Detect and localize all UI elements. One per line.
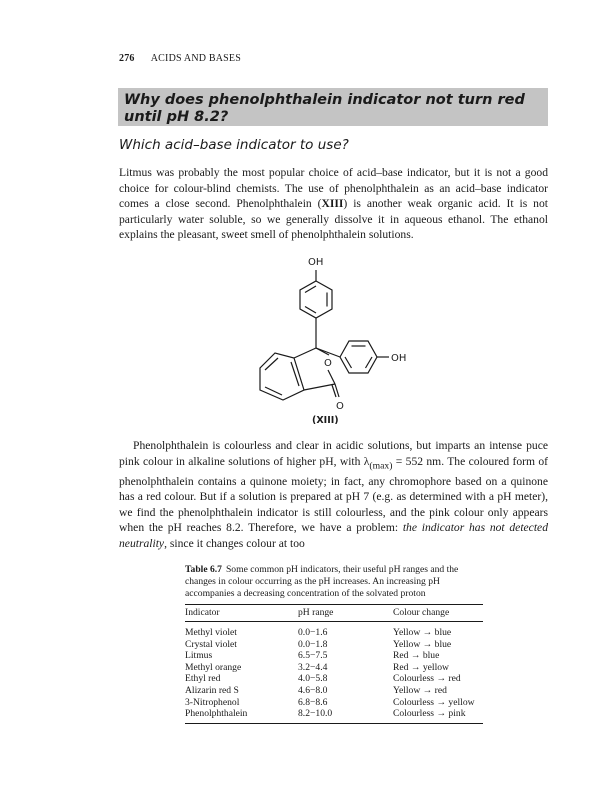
colour-change-cell: Colourless → pink <box>393 708 483 723</box>
indicator-cell: Alizarin red S <box>185 684 239 696</box>
ph-range-cell: 8.2−10.0 <box>298 708 393 723</box>
paragraph-intro: Litmus was probably the most popular choice of acid–base indicator, but it is not a good choice for colour-blind chemists. The use of phenolphthalein as an acid–base indicator comes a close second. Phenolphthalein (XIII) is another weak organic acid. It is not particularly water soluble, so we generally dissolve it in aqueous ethanol. The ethanol explains the pleasant, sweet smell of phenolphthalein solutions. <box>119 166 548 242</box>
colour-change-cell: Yellow → blue <box>393 627 452 638</box>
ph-range-cell: 0.0−1.8 <box>298 638 328 650</box>
benzo-ring <box>260 353 304 400</box>
lambda-subscript: (max) <box>369 459 393 471</box>
atom-label-carbonyl-oxygen: O <box>336 401 344 412</box>
table-header-row <box>185 605 483 622</box>
paragraph-phenolphthalein: Phenolphthalein is colourless and clear in acidic solutions, but imparts an intense puce pink colour in alkaline solutions of higher pH, with $\lambda_{(max)} = 552$ nm. The coloured form of phenolphthalein contains a quinone moiety; in fact, any chromophore based on a quinone has a red colour. But if a solution is prepared at pH 7 (e.g. as determined with a pH meter), we find the phenolphthalein indicator is still colourless, and the pink colour only appears when the pH reaches 8.2. Therefore, we have a problem: the indicator has not detected neutrality, since it changes colour at too <box>119 439 548 550</box>
phenolphthalein-structure <box>250 252 420 424</box>
table-label: Table 6.7 <box>185 564 222 575</box>
colour-change-cell: Colourless → red <box>393 673 461 685</box>
colour-change-cell: Colourless → yellow <box>393 696 475 708</box>
section-title: Why does phenolphthalein indicator not turn red until pH 8.2? <box>118 88 548 126</box>
atom-label-oh-right: OH <box>391 353 407 364</box>
table-row <box>185 673 483 685</box>
indicator-cell: Ethyl red <box>185 673 221 685</box>
compound-label: (XIII) <box>312 415 339 424</box>
colour-change-cell: Yellow → red <box>393 684 447 696</box>
table-row <box>185 708 483 723</box>
indicator-table <box>185 564 483 724</box>
indicator-cell: 3-Nitrophenol <box>185 696 240 708</box>
indicator-cell: Litmus <box>185 650 213 662</box>
indicator-cell: Phenolphthalein <box>185 708 298 723</box>
indicator-data-table <box>185 604 483 724</box>
running-header <box>119 53 241 64</box>
ph-range-cell: 6.8−8.6 <box>298 696 328 708</box>
page-number: 276 <box>119 53 135 64</box>
header-ph-range: pH range <box>298 605 393 622</box>
indicator-cell: Methyl violet <box>185 627 237 638</box>
header-colour-change: Colour change <box>393 605 483 622</box>
table-row <box>185 650 483 662</box>
subsection-title: Which acid–base indicator to use? <box>119 137 349 153</box>
indicator-cell: Methyl orange <box>185 661 242 673</box>
ph-range-cell: 0.0−1.6 <box>298 627 328 638</box>
atom-label-ring-oxygen: O <box>324 358 332 369</box>
table-caption: Table 6.7 Some common pH indicators, their useful pH ranges and the changes in colour occurring as the pH increases. An increasing pH accompanies a decreasing concentration of the solvated proton <box>185 564 459 599</box>
table-row <box>185 685 483 697</box>
ph-range-cell: 4.6−8.0 <box>298 684 328 696</box>
atom-label-oh-top: OH <box>308 257 324 268</box>
compound-ref: XIII <box>321 197 344 211</box>
colour-change-cell: Yellow → blue <box>393 638 452 650</box>
table-row <box>185 662 483 674</box>
header-indicator: Indicator <box>185 605 298 622</box>
table-row <box>185 622 483 639</box>
emphasis-text: the indicator has not detected neutrality <box>119 521 548 550</box>
table-row <box>185 639 483 651</box>
colour-change-cell: Red → blue <box>393 650 440 662</box>
colour-change-cell: Red → yellow <box>393 661 449 673</box>
ph-range-cell: 3.2−4.4 <box>298 661 328 673</box>
ph-range-cell: 4.0−5.8 <box>298 673 328 685</box>
ph-range-cell: 6.5−7.5 <box>298 650 328 662</box>
indicator-cell: Crystal violet <box>185 638 237 650</box>
running-title: ACIDS AND BASES <box>150 53 242 64</box>
table-row <box>185 697 483 709</box>
